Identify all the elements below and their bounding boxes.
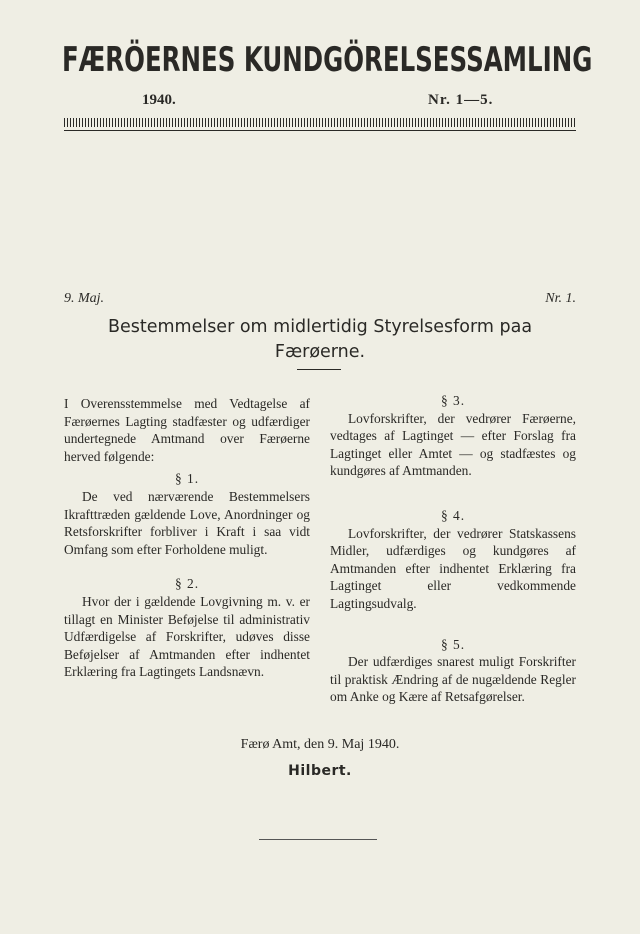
section-3-heading: § 3. <box>440 393 466 408</box>
masthead-hatched-rule <box>64 118 576 127</box>
section-4-text: Lovforskrifter, der vedrører Statskassens Midler, udfærdiges og kundgøres af Amtmanden efter indhentet Erklæring fra Lagtinget eller vedkommende Lagtingsudvalg. <box>330 525 576 611</box>
section-5-heading: § 5. <box>440 636 466 652</box>
section-2-heading: § 2. <box>174 576 200 592</box>
section-3-text: Lovforskrifter, der vedrører Færøerne, vedtages af Lagtinget — efter Forslag fra Lagtinget eller Amtet — og stadfæstes og kundgøres af Amtmanden. <box>330 410 576 479</box>
section-1-text: De ved nærværende Bestemmelsers Ikrafttræden gældende Love, Anordninger og Retsforskrifter forbliver i Kraft i saa vidt Omfang som efter Forholdene muligt. <box>64 488 310 557</box>
title-divider <box>297 369 341 370</box>
notice-title-line-1: Bestemmelser om midlertidig Styrelsesform paa <box>107 317 533 337</box>
notice-title-line-2: Færøerne. <box>274 342 366 362</box>
masthead-number: Nr. 1—5. <box>428 92 494 108</box>
section-1-heading: § 1. <box>174 471 200 487</box>
notice-title <box>64 315 576 365</box>
masthead-title: FÆRÖERNES KUNDGÖRELSESSAMLING <box>62 40 593 80</box>
right-column <box>330 387 576 706</box>
bottom-divider <box>259 839 377 840</box>
section-4-heading: § 4. <box>440 507 466 523</box>
intro-paragraph: I Overensstemmelse med Vedtagelse af Færøernes Lagting stadfæster og udfærdiger undertegnede Amtmand over Færøerne herved følgende: <box>64 396 310 464</box>
section-2-text: Hvor der i gældende Lovgivning m. v. er tillagt en Minister Beføjelse til administrativ Udfærdigelse af Forskrifter, udøves disse Beføjelser af Amtmanden efter indhentet Erklæring fra Lagtingets Landsnævn. <box>64 593 310 680</box>
closing-place-date: Færø Amt, den 9. Maj 1940. <box>240 737 400 752</box>
masthead-year: 1940. <box>142 92 176 108</box>
notice-issue-number: Nr. 1. <box>545 291 576 306</box>
signature: Hilbert. <box>288 763 352 779</box>
section-5-text: Der udfærdiges snarest muligt Forskrifter til praktisk Ændring af de nugældende Regler om Anke og Kære af Retsafgørelser. <box>330 654 576 705</box>
notice-date: 9. Maj. <box>64 291 105 306</box>
masthead-thin-rule <box>64 130 576 131</box>
left-column <box>64 395 310 681</box>
